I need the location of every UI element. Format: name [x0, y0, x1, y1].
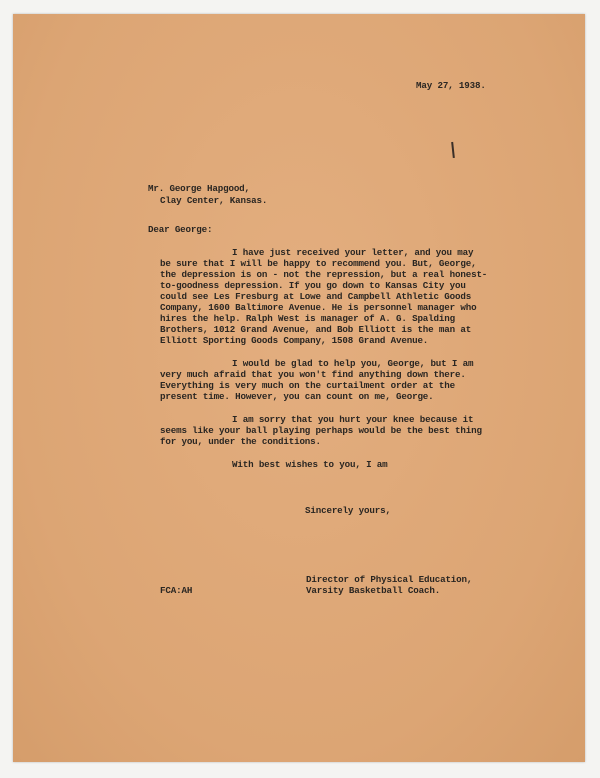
paragraph-line: very much afraid that you won't find anything down there.: [160, 369, 466, 380]
salutation: Dear George:: [148, 224, 213, 235]
recipient-address: Clay Center, Kansas.: [160, 195, 268, 206]
paragraph-line: seems like your ball playing perhaps would be the best thing: [160, 425, 482, 436]
recipient-name: Mr. George Hapgood,: [148, 183, 250, 194]
paragraph-line: the depression is on - not the repression, but a real honest-: [160, 269, 488, 280]
paragraph-line: hires the help. Ralph West is manager of A. G. Spalding: [160, 313, 455, 324]
closing-wishes: With best wishes to you, I am: [232, 459, 388, 470]
paragraph-line: Company, 1600 Baltimore Avenue. He is personnel manager who: [160, 302, 477, 313]
closing-salutation: Sincerely yours,: [305, 505, 391, 516]
paragraph-line: I have just received your letter, and you may: [232, 247, 474, 258]
paragraph-line: Elliott Sporting Goods Company, 1508 Grand Avenue.: [160, 335, 429, 346]
letter-date: May 27, 1938.: [416, 80, 486, 91]
paragraph-line: present time. However, you can count on me, George.: [160, 391, 434, 402]
signature-title-line: Director of Physical Education,: [306, 574, 473, 585]
paragraph-line: to-goodness depression. If you go down to Kansas City you: [160, 280, 466, 291]
paragraph-line: be sure that I will be happy to recommend you. But, George,: [160, 258, 477, 269]
paragraph-line: could see Les Fresburg at Lowe and Campbell Athletic Goods: [160, 291, 472, 302]
paragraph-line: I would be glad to help you, George, but I am: [232, 358, 474, 369]
signature-title-line: Varsity Basketball Coach.: [306, 585, 441, 596]
reference-initials: FCA:AH: [160, 585, 193, 596]
paragraph-line: I am sorry that you hurt your knee because it: [232, 414, 474, 425]
paragraph-line: Everything is very much on the curtailment order at the: [160, 380, 455, 391]
paragraph-line: for you, under the conditions.: [160, 436, 321, 447]
paragraph-line: Brothers, 1012 Grand Avenue, and Bob Elliott is the man at: [160, 324, 472, 335]
